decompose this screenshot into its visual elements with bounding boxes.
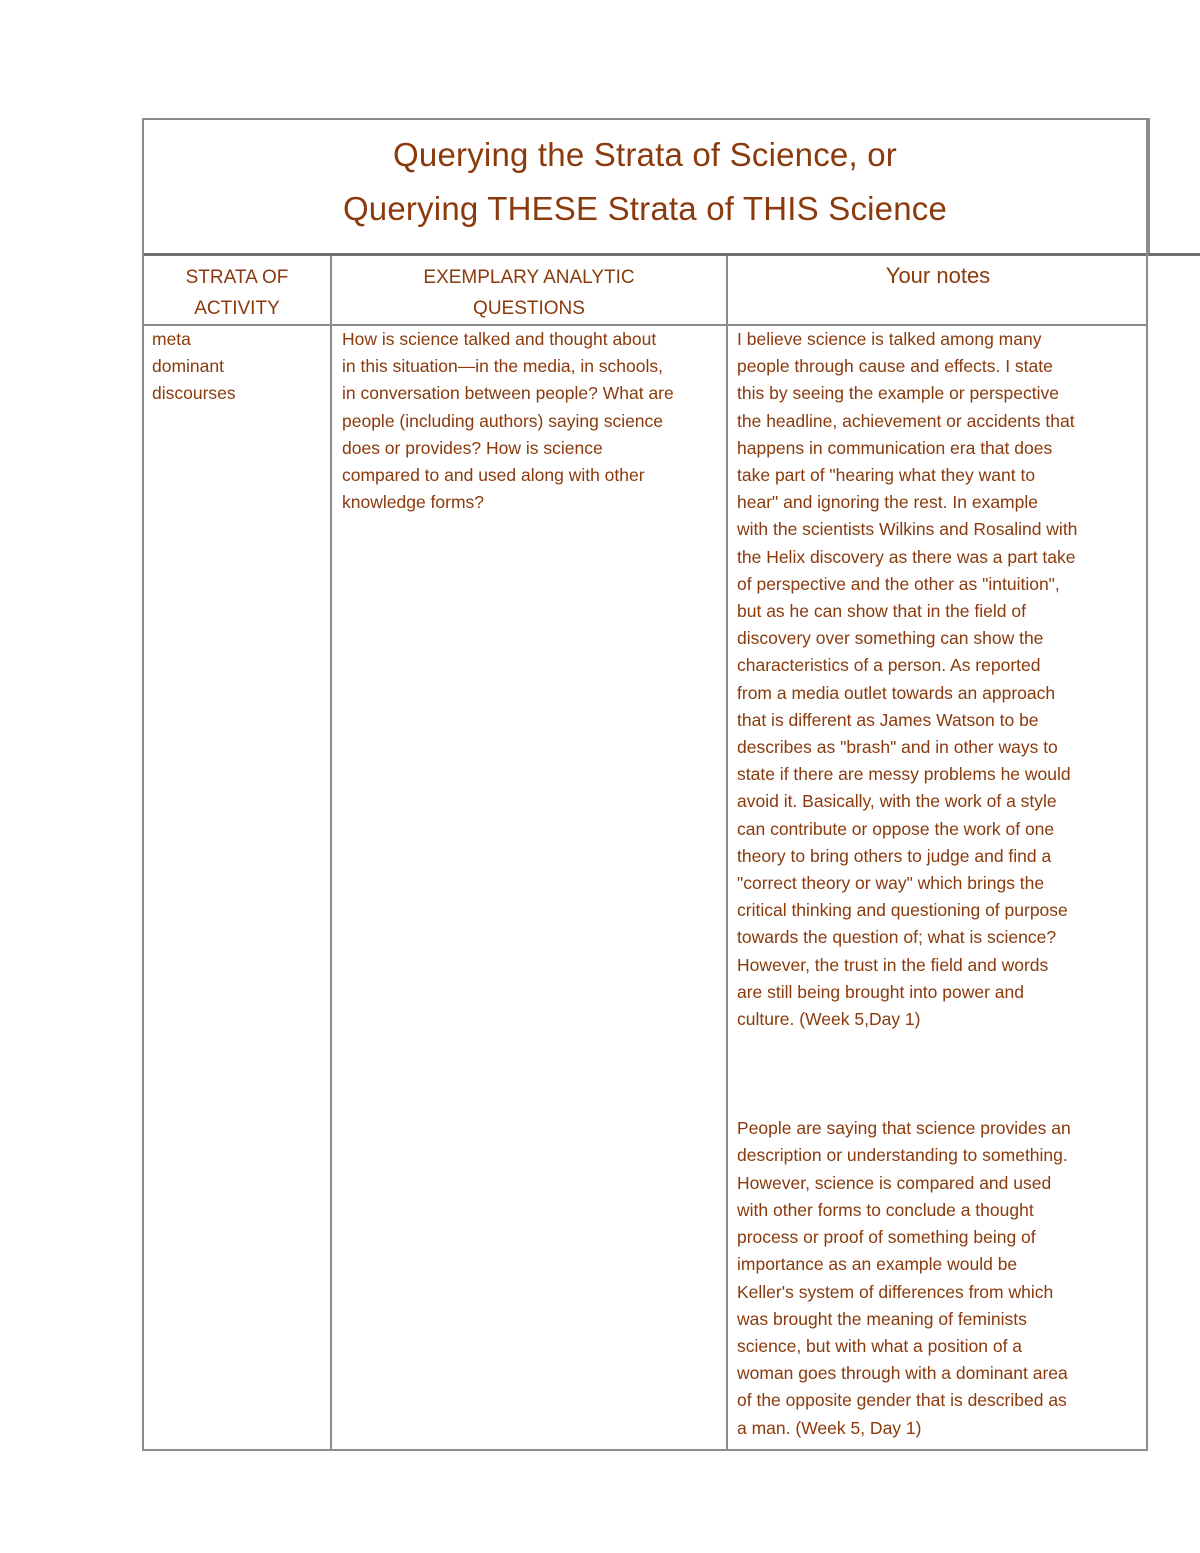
note-line: with other forms to conclude a thought <box>737 1199 1034 1220</box>
note-line: a man. (Week 5, Day 1) <box>737 1417 922 1438</box>
note-line: people through cause and effects. I state <box>737 356 1053 377</box>
strata-line: discourses <box>152 383 236 404</box>
column-divider <box>330 256 332 1449</box>
header-questions-line-2: QUESTIONS <box>473 298 585 319</box>
note-line: "correct theory or way" which brings the <box>737 873 1045 894</box>
note-line: the headline, achievement or accidents that <box>737 410 1075 431</box>
note-line: state if there are messy problems he would <box>737 764 1071 785</box>
strata-line: dominant <box>152 356 224 377</box>
note-line: discovery over something can show the <box>737 628 1044 649</box>
header-questions-line-1: EXEMPLARY ANALYTIC <box>423 267 635 288</box>
question-line: compared to and used along with other <box>342 465 645 486</box>
adjacent-table-rule <box>1148 253 1200 256</box>
note-line: with the scientists Wilkins and Rosalind with <box>737 519 1078 540</box>
note-line: Keller's system of differences from which <box>737 1281 1054 1302</box>
question-line: people (including authors) saying science <box>342 410 664 431</box>
notes-spacer <box>737 1033 1137 1115</box>
questions-cell <box>342 326 720 516</box>
note-line: this by seeing the example or perspective <box>737 383 1059 404</box>
notes-paragraph-2 <box>737 1115 1137 1441</box>
question-line: How is science talked and thought about <box>342 329 657 349</box>
table-title <box>144 120 1146 256</box>
note-line: characteristics of a person. As reported <box>737 655 1041 676</box>
notes-paragraph-1 <box>737 326 1137 1033</box>
note-line: of perspective and the other as "intuition", <box>737 573 1060 594</box>
strata-table <box>142 118 1148 1451</box>
note-line: towards the question of; what is science? <box>737 927 1057 948</box>
title-line-1: Querying the Strata of Science, or <box>393 136 897 173</box>
strata-line: meta <box>152 329 191 349</box>
note-line: People are saying that science provides an <box>737 1118 1071 1139</box>
note-line: was brought the meaning of feminists <box>737 1308 1027 1329</box>
notes-cell <box>737 326 1137 1442</box>
note-line: description or understanding to something. <box>737 1145 1068 1166</box>
question-line: in this situation—in the media, in schools, <box>342 356 663 377</box>
note-line: the Helix discovery as there was a part take <box>737 546 1076 567</box>
note-line: culture. (Week 5,Day 1) <box>737 1009 921 1030</box>
header-strata-of-activity <box>144 262 330 324</box>
header-strata-line-2: ACTIVITY <box>194 298 280 319</box>
question-line: in conversation between people? What are <box>342 383 674 404</box>
strata-cell <box>152 326 322 408</box>
note-line: that is different as James Watson to be <box>737 709 1039 730</box>
header-your-notes: Your notes <box>885 263 991 288</box>
note-line: avoid it. Basically, with the work of a style <box>737 791 1057 812</box>
note-line: However, science is compared and used <box>737 1172 1052 1193</box>
note-line: critical thinking and questioning of purpose <box>737 900 1068 921</box>
question-line: knowledge forms? <box>342 492 485 513</box>
note-line: importance as an example would be <box>737 1254 1018 1275</box>
note-line: are still being brought into power and <box>737 981 1024 1002</box>
note-line: I believe science is talked among many <box>737 329 1042 349</box>
note-line: of the opposite gender that is described as <box>737 1390 1067 1411</box>
note-line: hear" and ignoring the rest. In example <box>737 492 1038 513</box>
header-strata-line-1: STRATA OF <box>185 267 289 288</box>
note-line: from a media outlet towards an approach <box>737 682 1056 703</box>
header-row <box>144 256 1146 326</box>
note-line: but as he can show that in the field of <box>737 601 1026 622</box>
note-line: theory to bring others to judge and find a <box>737 845 1052 866</box>
note-line: describes as "brash" and in other ways to <box>737 737 1058 758</box>
note-line: happens in communication era that does <box>737 437 1053 458</box>
note-line: However, the trust in the field and words <box>737 954 1049 975</box>
note-line: woman goes through with a dominant area <box>737 1363 1068 1384</box>
adjacent-table-edge <box>1148 118 1150 254</box>
question-line: does or provides? How is science <box>342 437 603 458</box>
column-divider <box>726 256 728 1449</box>
header-exemplary-questions <box>332 262 726 324</box>
title-line-2: Querying THESE Strata of THIS Science <box>342 190 948 227</box>
note-line: take part of "hearing what they want to <box>737 465 1036 486</box>
note-line: science, but with what a position of a <box>737 1335 1023 1356</box>
note-line: can contribute or oppose the work of one <box>737 818 1055 839</box>
note-line: process or proof of something being of <box>737 1227 1036 1248</box>
